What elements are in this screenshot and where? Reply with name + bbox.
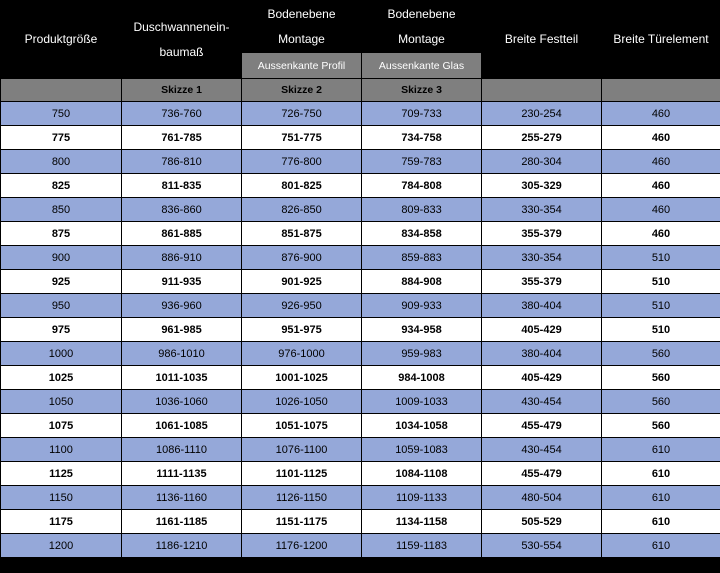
- cell-glass-edge: 1109-1133: [362, 486, 482, 510]
- cell-glass-edge: 809-833: [362, 198, 482, 222]
- cell-tray-size: 1086-1110: [122, 438, 242, 462]
- cell-profile-edge: 1176-1200: [242, 534, 362, 558]
- cell-profile-edge: 1001-1025: [242, 366, 362, 390]
- header-floor-level-2: Bodenebene Montage: [362, 1, 482, 53]
- cell-profile-edge: 1026-1050: [242, 390, 362, 414]
- cell-profile-edge: 1101-1125: [242, 462, 362, 486]
- cell-profile-edge: 851-875: [242, 222, 362, 246]
- table-row: [1, 510, 720, 534]
- cell-tray-size: 1036-1060: [122, 390, 242, 414]
- cell-profile-edge: 876-900: [242, 246, 362, 270]
- cell-product-size: 1000: [1, 342, 122, 366]
- cell-glass-edge: 1009-1033: [362, 390, 482, 414]
- table-body: [1, 102, 720, 558]
- cell-door-width: 560: [602, 414, 720, 438]
- cell-fixed-width: 530-554: [482, 534, 602, 558]
- cell-profile-edge: 801-825: [242, 174, 362, 198]
- table-row: [1, 174, 720, 198]
- cell-product-size: 900: [1, 246, 122, 270]
- cell-tray-size: 961-985: [122, 318, 242, 342]
- sketch-3-label: Skizze 3: [362, 79, 482, 102]
- cell-door-width: 460: [602, 126, 720, 150]
- cell-profile-edge: 901-925: [242, 270, 362, 294]
- cell-fixed-width: 455-479: [482, 462, 602, 486]
- cell-profile-edge: 826-850: [242, 198, 362, 222]
- cell-door-width: 560: [602, 390, 720, 414]
- cell-fixed-width: 380-404: [482, 294, 602, 318]
- cell-tray-size: 1011-1035: [122, 366, 242, 390]
- cell-profile-edge: 776-800: [242, 150, 362, 174]
- cell-product-size: 925: [1, 270, 122, 294]
- cell-tray-size: 1161-1185: [122, 510, 242, 534]
- cell-fixed-width: 405-429: [482, 366, 602, 390]
- cell-glass-edge: 959-983: [362, 342, 482, 366]
- cell-product-size: 1200: [1, 534, 122, 558]
- cell-glass-edge: 1084-1108: [362, 462, 482, 486]
- cell-fixed-width: 455-479: [482, 414, 602, 438]
- cell-fixed-width: 480-504: [482, 486, 602, 510]
- cell-door-width: 610: [602, 438, 720, 462]
- cell-door-width: 610: [602, 510, 720, 534]
- cell-glass-edge: 784-808: [362, 174, 482, 198]
- sketch-cell-empty: [1, 79, 122, 102]
- cell-glass-edge: 909-933: [362, 294, 482, 318]
- cell-product-size: 1125: [1, 462, 122, 486]
- table-row: [1, 534, 720, 558]
- cell-tray-size: 836-860: [122, 198, 242, 222]
- header-door-width: Breite Türelement: [602, 1, 720, 79]
- cell-glass-edge: 759-783: [362, 150, 482, 174]
- cell-glass-edge: 859-883: [362, 246, 482, 270]
- cell-tray-size: 1136-1160: [122, 486, 242, 510]
- cell-profile-edge: 976-1000: [242, 342, 362, 366]
- cell-product-size: 1175: [1, 510, 122, 534]
- cell-door-width: 460: [602, 198, 720, 222]
- table-row: [1, 462, 720, 486]
- cell-door-width: 610: [602, 486, 720, 510]
- cell-fixed-width: 430-454: [482, 390, 602, 414]
- cell-fixed-width: 255-279: [482, 126, 602, 150]
- cell-door-width: 460: [602, 222, 720, 246]
- cell-product-size: 750: [1, 102, 122, 126]
- table-row: [1, 294, 720, 318]
- sketch-2-label: Skizze 2: [242, 79, 362, 102]
- cell-door-width: 460: [602, 150, 720, 174]
- cell-fixed-width: 355-379: [482, 222, 602, 246]
- cell-tray-size: 786-810: [122, 150, 242, 174]
- cell-door-width: 510: [602, 270, 720, 294]
- cell-glass-edge: 1059-1083: [362, 438, 482, 462]
- cell-tray-size: 1186-1210: [122, 534, 242, 558]
- sketch-cell-empty: [602, 79, 720, 102]
- cell-tray-size: 1111-1135: [122, 462, 242, 486]
- cell-door-width: 460: [602, 174, 720, 198]
- cell-profile-edge: 1076-1100: [242, 438, 362, 462]
- cell-profile-edge: 1151-1175: [242, 510, 362, 534]
- cell-product-size: 775: [1, 126, 122, 150]
- cell-profile-edge: 926-950: [242, 294, 362, 318]
- cell-fixed-width: 355-379: [482, 270, 602, 294]
- cell-glass-edge: 709-733: [362, 102, 482, 126]
- cell-glass-edge: 1159-1183: [362, 534, 482, 558]
- cell-tray-size: 861-885: [122, 222, 242, 246]
- cell-product-size: 1100: [1, 438, 122, 462]
- cell-door-width: 560: [602, 342, 720, 366]
- header-tray-size: Duschwannenein- baumaß: [122, 1, 242, 79]
- table-row: [1, 318, 720, 342]
- cell-fixed-width: 305-329: [482, 174, 602, 198]
- cell-product-size: 875: [1, 222, 122, 246]
- table-row: [1, 438, 720, 462]
- table-row: [1, 342, 720, 366]
- cell-tray-size: 936-960: [122, 294, 242, 318]
- header-row: [1, 1, 720, 53]
- cell-door-width: 560: [602, 366, 720, 390]
- cell-glass-edge: 934-958: [362, 318, 482, 342]
- cell-tray-size: 911-935: [122, 270, 242, 294]
- cell-product-size: 800: [1, 150, 122, 174]
- cell-glass-edge: 884-908: [362, 270, 482, 294]
- sketch-1-label: Skizze 1: [122, 79, 242, 102]
- cell-door-width: 510: [602, 294, 720, 318]
- cell-profile-edge: 726-750: [242, 102, 362, 126]
- subheader-glass-edge: Aussenkante Glas: [362, 53, 482, 79]
- cell-product-size: 850: [1, 198, 122, 222]
- cell-product-size: 1025: [1, 366, 122, 390]
- cell-tray-size: 811-835: [122, 174, 242, 198]
- cell-glass-edge: 734-758: [362, 126, 482, 150]
- header-fixed-width: Breite Festteil: [482, 1, 602, 79]
- cell-fixed-width: 380-404: [482, 342, 602, 366]
- cell-product-size: 1150: [1, 486, 122, 510]
- table-row: [1, 222, 720, 246]
- cell-profile-edge: 1051-1075: [242, 414, 362, 438]
- cell-product-size: 1050: [1, 390, 122, 414]
- cell-tray-size: 1061-1085: [122, 414, 242, 438]
- cell-tray-size: 986-1010: [122, 342, 242, 366]
- table-row: [1, 270, 720, 294]
- cell-tray-size: 736-760: [122, 102, 242, 126]
- cell-glass-edge: 1134-1158: [362, 510, 482, 534]
- cell-fixed-width: 230-254: [482, 102, 602, 126]
- table-row: [1, 486, 720, 510]
- header-floor-level-1: Bodenebene Montage: [242, 1, 362, 53]
- table-row: [1, 198, 720, 222]
- table-row: [1, 246, 720, 270]
- cell-fixed-width: 330-354: [482, 246, 602, 270]
- cell-door-width: 510: [602, 246, 720, 270]
- sketch-row: [1, 79, 720, 102]
- cell-fixed-width: 280-304: [482, 150, 602, 174]
- cell-tray-size: 886-910: [122, 246, 242, 270]
- cell-fixed-width: 430-454: [482, 438, 602, 462]
- cell-fixed-width: 330-354: [482, 198, 602, 222]
- cell-fixed-width: 505-529: [482, 510, 602, 534]
- table-row: [1, 126, 720, 150]
- cell-profile-edge: 751-775: [242, 126, 362, 150]
- sketch-cell-empty: [482, 79, 602, 102]
- cell-tray-size: 761-785: [122, 126, 242, 150]
- table-row: [1, 150, 720, 174]
- cell-door-width: 460: [602, 102, 720, 126]
- header-product-size: Produktgröße: [1, 1, 122, 79]
- cell-product-size: 975: [1, 318, 122, 342]
- cell-product-size: 950: [1, 294, 122, 318]
- cell-door-width: 610: [602, 462, 720, 486]
- table-row: [1, 390, 720, 414]
- cell-fixed-width: 405-429: [482, 318, 602, 342]
- cell-glass-edge: 984-1008: [362, 366, 482, 390]
- table-row: [1, 414, 720, 438]
- cell-door-width: 610: [602, 534, 720, 558]
- cell-product-size: 1075: [1, 414, 122, 438]
- table-row: [1, 102, 720, 126]
- cell-door-width: 510: [602, 318, 720, 342]
- cell-profile-edge: 951-975: [242, 318, 362, 342]
- cell-product-size: 825: [1, 174, 122, 198]
- cell-glass-edge: 834-858: [362, 222, 482, 246]
- table-row: [1, 366, 720, 390]
- cell-glass-edge: 1034-1058: [362, 414, 482, 438]
- subheader-profile-edge: Aussenkante Profil: [242, 53, 362, 79]
- cell-profile-edge: 1126-1150: [242, 486, 362, 510]
